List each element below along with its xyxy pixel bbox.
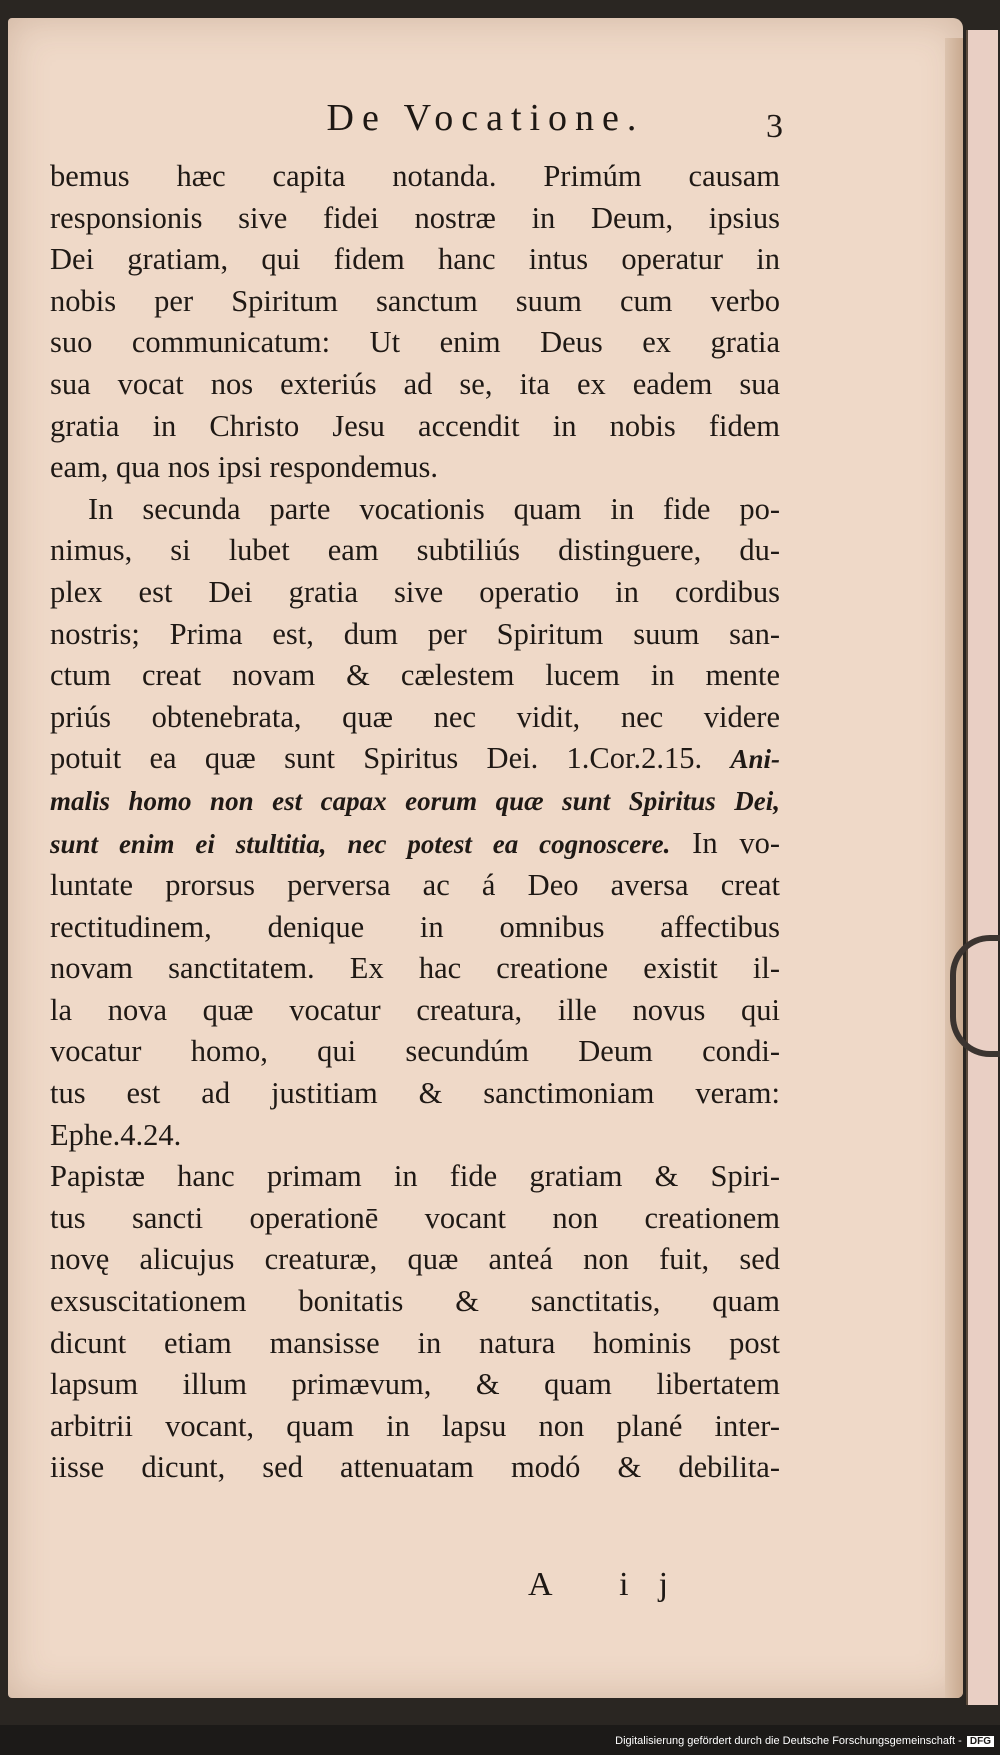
italic-segment: Ani- <box>730 744 780 775</box>
text-line: tus est ad justitiam & sanctimoniam veram: <box>50 1076 780 1111</box>
text-line: nostris; Prima est, dum per Spiritum suum san- <box>50 616 780 651</box>
text-line-mixed <box>50 823 780 866</box>
text-line: suo communicatum: Ut enim Deus ex gratia <box>50 325 780 360</box>
text-line: la nova quæ vocatur creatura, ille novus qui <box>50 992 780 1027</box>
text-line: exsuscitationem bonitatis & sanctitatis, quam <box>50 1284 780 1319</box>
text-line: tus sancti operationē vocant non creationem <box>50 1200 780 1235</box>
text-line: ctum creat novam & cælestem lucem in mente <box>50 658 780 693</box>
text-line: responsionis sive fidei nostræ in Deum, ipsius <box>50 200 780 235</box>
adjacent-page-strip <box>966 30 998 1705</box>
text-line: vocatur homo, qui secundúm Deum condi- <box>50 1034 780 1069</box>
book-page <box>8 18 963 1698</box>
text-line: priús obtenebrata, quæ nec vidit, nec videre <box>50 699 780 734</box>
text-line: iisse dicunt, sed attenuatam modó & debilita- <box>50 1450 780 1485</box>
text-line: dicunt etiam mansisse in natura hominis post <box>50 1325 780 1360</box>
footer-text: Digitalisierung gefördert durch die Deutsche Forschungsgemeinschaft - <box>615 1735 962 1747</box>
signature-mark: A ij <box>528 1566 699 1603</box>
text-line: Papistæ hanc primam in fide gratiam & Spiri- <box>50 1159 780 1194</box>
book-clasp <box>950 935 1000 1057</box>
text-line: sua vocat nos exteriús ad se, ita ex eadem sua <box>50 366 780 401</box>
page-number: 3 <box>766 108 783 145</box>
text-line: In secunda parte vocationis quam in fide po- <box>88 491 780 526</box>
footer-credit <box>615 1735 994 1747</box>
text-line: novam sanctitatem. Ex hac creatione existit il- <box>50 951 780 986</box>
text-line: Ephe.4.24. <box>50 1117 182 1152</box>
text-line-italic: malis homo non est capax eorum quæ sunt Spiritus Dei, <box>50 785 780 816</box>
dfg-logo: DFG <box>967 1736 994 1747</box>
page-edge <box>945 38 963 1698</box>
text-line-mixed <box>50 738 780 781</box>
italic-segment: sunt enim ei stultitia, nec potest ea cognoscere. <box>50 828 671 859</box>
text-line: gratia in Christo Jesu accendit in nobis fidem <box>50 408 780 443</box>
text-line: luntate prorsus perversa ac á Deo aversa creat <box>50 868 780 903</box>
text-line: novę alicujus creaturæ, quæ anteá non fuit, sed <box>50 1242 780 1277</box>
running-header: De Vocatione. <box>326 97 645 139</box>
text-line: nimus, si lubet eam subtiliús distinguere, du- <box>50 533 780 568</box>
text-line: arbitrii vocant, quam in lapsu non plané inter- <box>50 1408 780 1443</box>
body-text <box>50 156 780 1489</box>
text-line: eam, qua nos ipsi respondemus. <box>50 450 438 485</box>
text-line: bemus hæc capita notanda. Primúm causam <box>50 159 780 193</box>
text-line: Dei gratiam, qui fidem hanc intus operatur in <box>50 242 780 277</box>
text-line: plex est Dei gratia sive operatio in cordibus <box>50 574 780 609</box>
text-line: nobis per Spiritum sanctum suum cum verbo <box>50 283 780 318</box>
text-line: rectitudinem, denique in omnibus affectibus <box>50 909 780 944</box>
roman-segment: potuit ea quæ sunt Spiritus Dei. 1.Cor.2.15. <box>50 741 703 776</box>
text-line: lapsum illum primævum, & quam libertatem <box>50 1367 780 1402</box>
roman-segment: In vo- <box>692 825 781 860</box>
